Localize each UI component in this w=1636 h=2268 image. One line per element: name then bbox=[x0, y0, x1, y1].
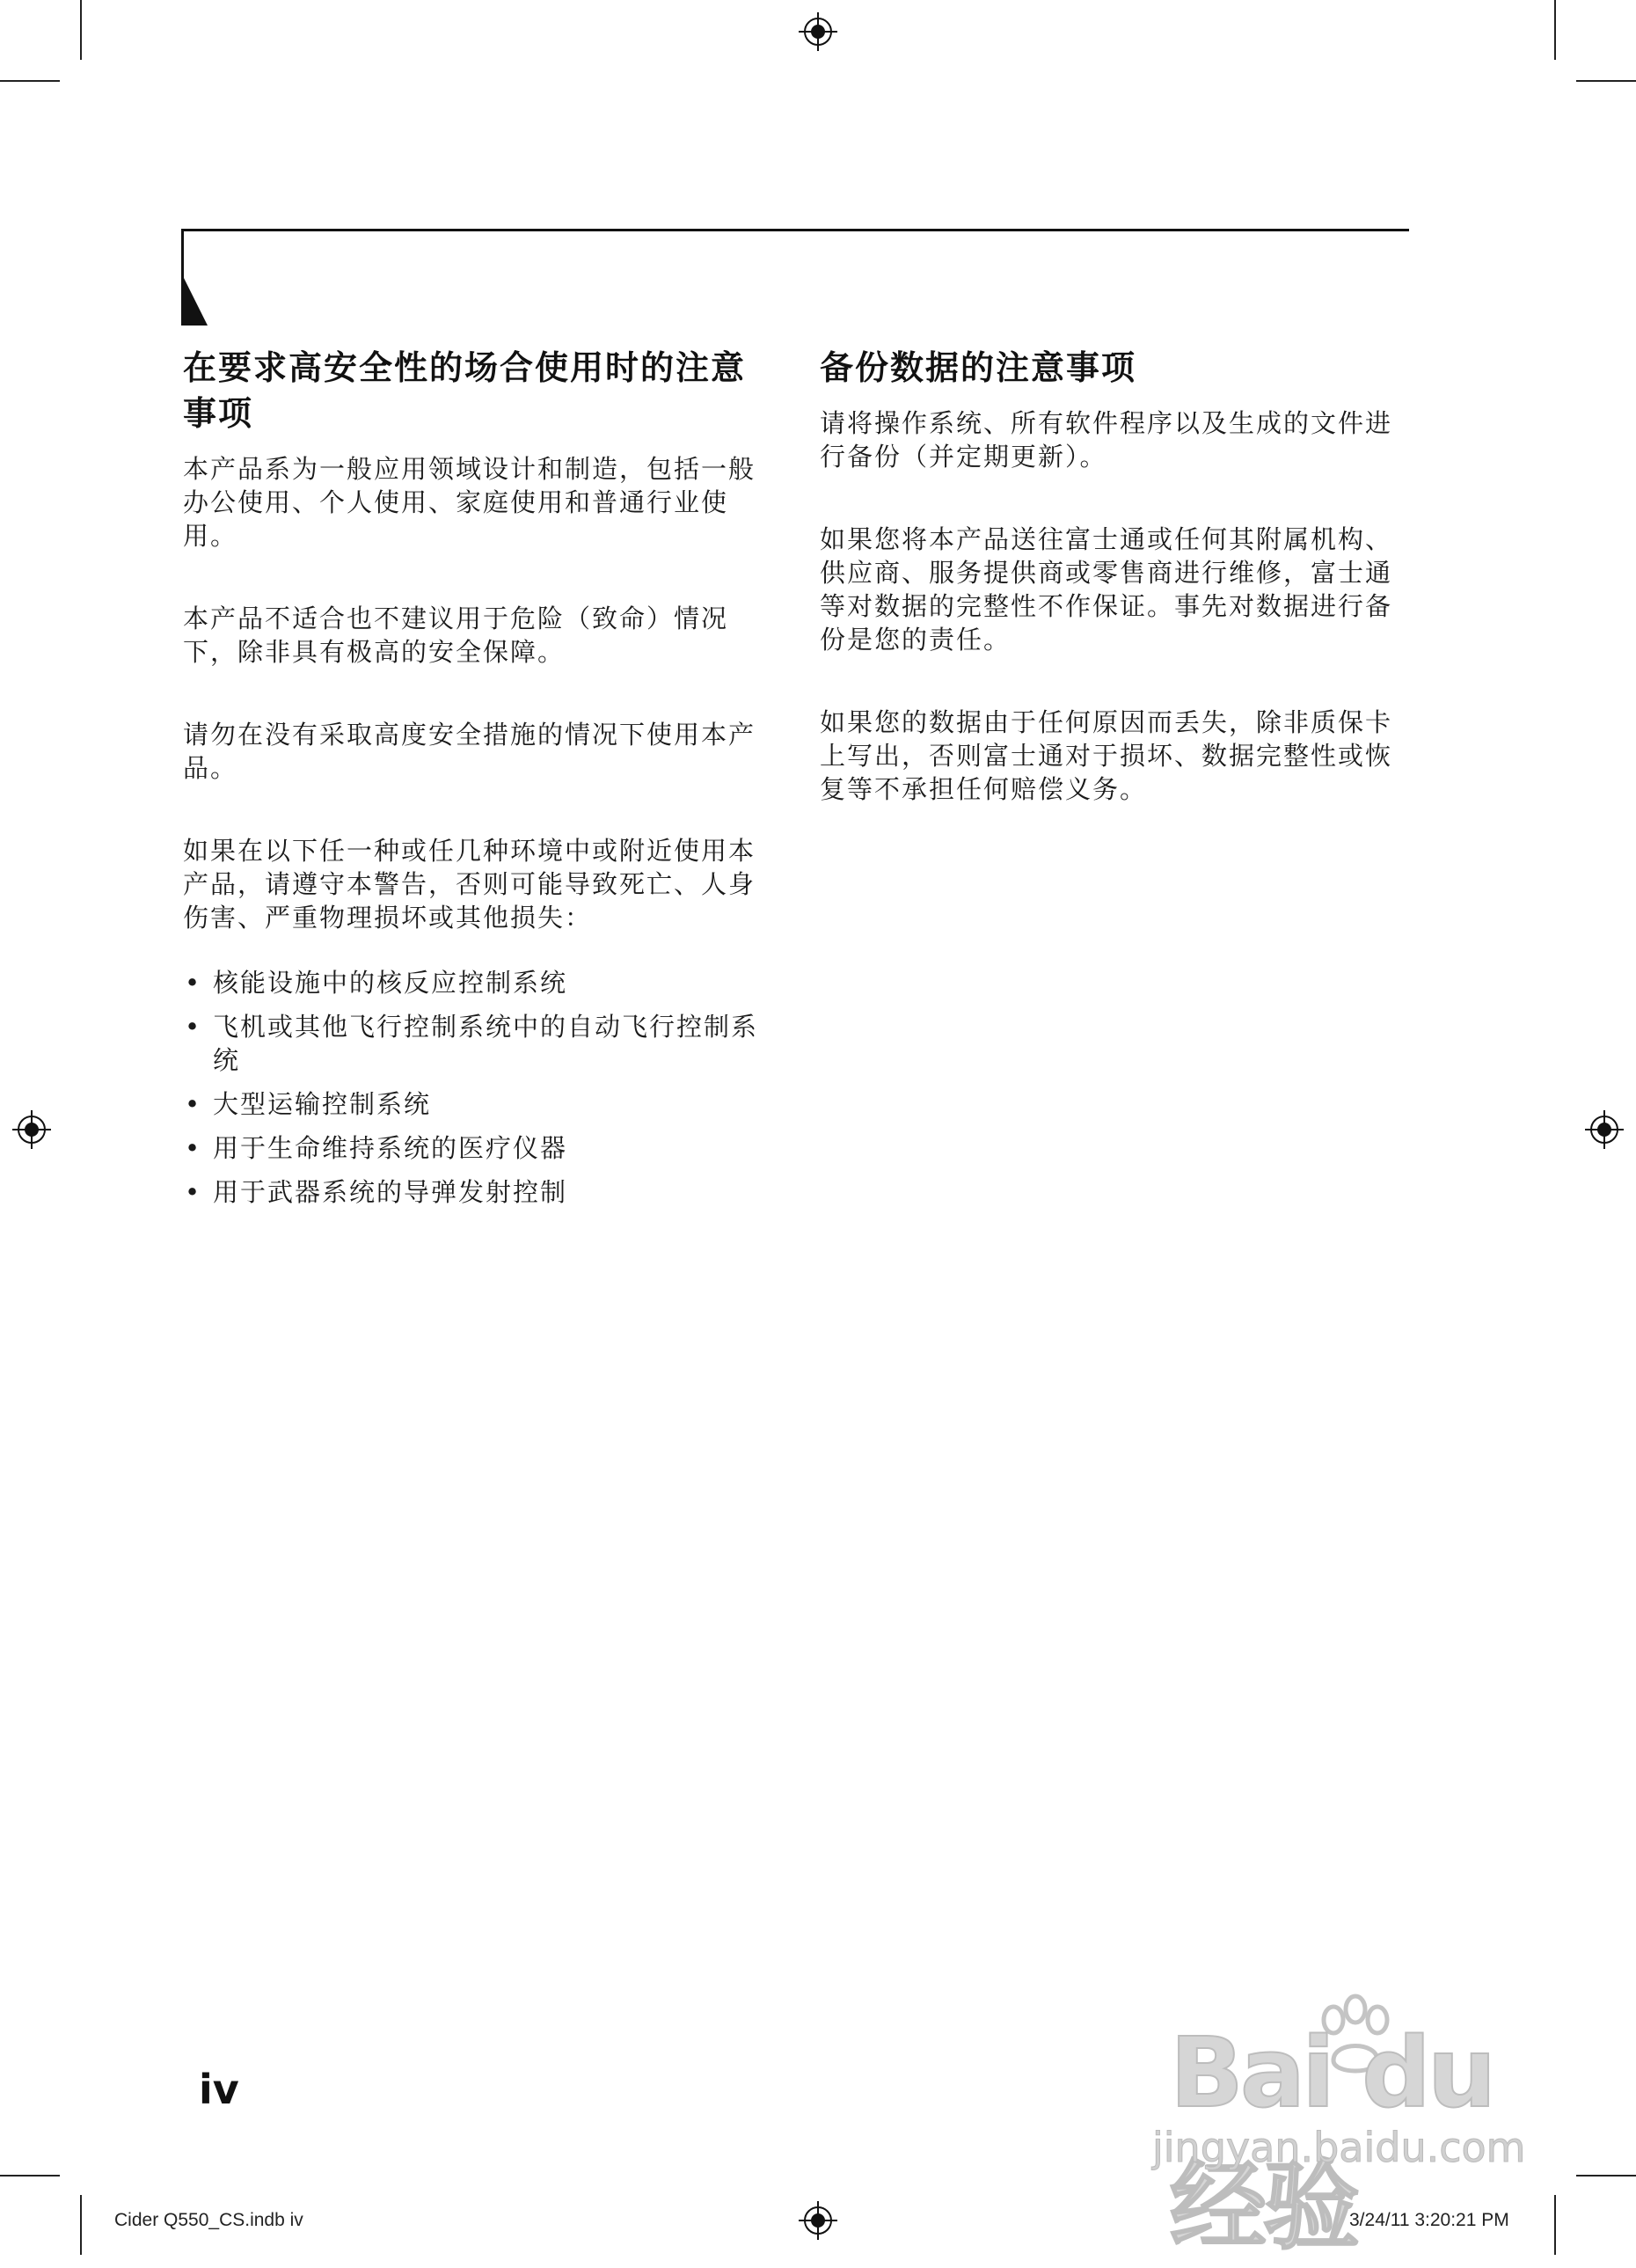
left-paragraph-4: 如果在以下任一种或任几种环境中或附近使用本产品，请遵守本警告，否则可能导致死亡、人身伤害、严重物理损坏或其他损失： bbox=[183, 836, 756, 933]
list-item bbox=[183, 1087, 772, 1121]
bullet-icon: • bbox=[185, 1133, 202, 1163]
bullet-icon: • bbox=[185, 1089, 202, 1119]
list-item bbox=[183, 1131, 772, 1165]
crop-mark-bottom-left-h bbox=[0, 2175, 60, 2177]
registration-mark-icon bbox=[1585, 1110, 1624, 1149]
right-paragraph-3: 如果您的数据由于任何原因而丢失，除非质保卡上写出，否则富士通对于损坏、数据完整性或恢复等不承担任何赔偿义务。 bbox=[820, 707, 1393, 804]
list-item-text: 飞机或其他飞行控制系统中的自动飞行控制系统 bbox=[213, 1012, 759, 1075]
page-number: iv bbox=[199, 2066, 239, 2113]
crop-mark-top-left-v bbox=[80, 0, 82, 60]
registration-mark-icon bbox=[799, 12, 837, 51]
list-item-text: 用于武器系统的导弹发射控制 bbox=[213, 1177, 568, 1207]
watermark-url: jingyan.baidu.com bbox=[1152, 2124, 1526, 2171]
right-paragraph-2: 如果您将本产品送往富士通或任何其附属机构、供应商、服务提供商或零售商进行维修，富士通等对数据的完整性不作保证。事先对数据进行备份是您的责任。 bbox=[820, 524, 1393, 655]
bullet-icon: • bbox=[185, 968, 202, 998]
left-heading: 在要求高安全性的场合使用时的注意事项 bbox=[183, 348, 747, 433]
list-item bbox=[183, 1175, 772, 1209]
left-paragraph-1: 本产品系为一般应用领域设计和制造，包括一般办公使用、个人使用、家庭使用和普通行业使用。 bbox=[183, 454, 756, 551]
right-heading: 备份数据的注意事项 bbox=[820, 348, 1137, 387]
right-column bbox=[820, 345, 1409, 855]
list-item bbox=[183, 1010, 772, 1077]
slug-file: Cider Q550_CS.indb iv bbox=[114, 2210, 303, 2230]
section-tab-marker bbox=[181, 273, 208, 326]
bullet-icon: • bbox=[185, 1177, 202, 1207]
crop-mark-top-right-h bbox=[1576, 80, 1636, 82]
list-item-text: 核能设施中的核反应控制系统 bbox=[213, 968, 568, 998]
crop-mark-bottom-right-h bbox=[1576, 2175, 1636, 2177]
left-column bbox=[183, 345, 772, 1219]
hazard-list bbox=[183, 966, 772, 1209]
crop-mark-bottom-left-v bbox=[80, 2195, 82, 2255]
list-item-text: 大型运输控制系统 bbox=[213, 1089, 432, 1119]
slug-date: 3/24/11 3:20:21 PM bbox=[1349, 2210, 1509, 2230]
left-paragraph-3: 请勿在没有采取高度安全措施的情况下使用本产品。 bbox=[183, 720, 756, 783]
list-item bbox=[183, 966, 772, 999]
registration-mark-icon bbox=[12, 1110, 51, 1149]
watermark-logo: Bai du 经验 bbox=[1170, 2016, 1494, 2263]
list-item-text: 用于生命维持系统的医疗仪器 bbox=[213, 1133, 568, 1163]
crop-mark-top-right-v bbox=[1554, 0, 1556, 60]
registration-mark-icon bbox=[799, 2201, 837, 2240]
right-paragraph-1: 请将操作系统、所有软件程序以及生成的文件进行备份（并定期更新）。 bbox=[820, 408, 1393, 472]
bullet-icon: • bbox=[185, 1012, 202, 1042]
header-rule bbox=[181, 229, 1409, 231]
left-paragraph-2: 本产品不适合也不建议用于危险（致命）情况下，除非具有极高的安全保障。 bbox=[183, 604, 729, 667]
crop-mark-top-left-h bbox=[0, 80, 60, 82]
